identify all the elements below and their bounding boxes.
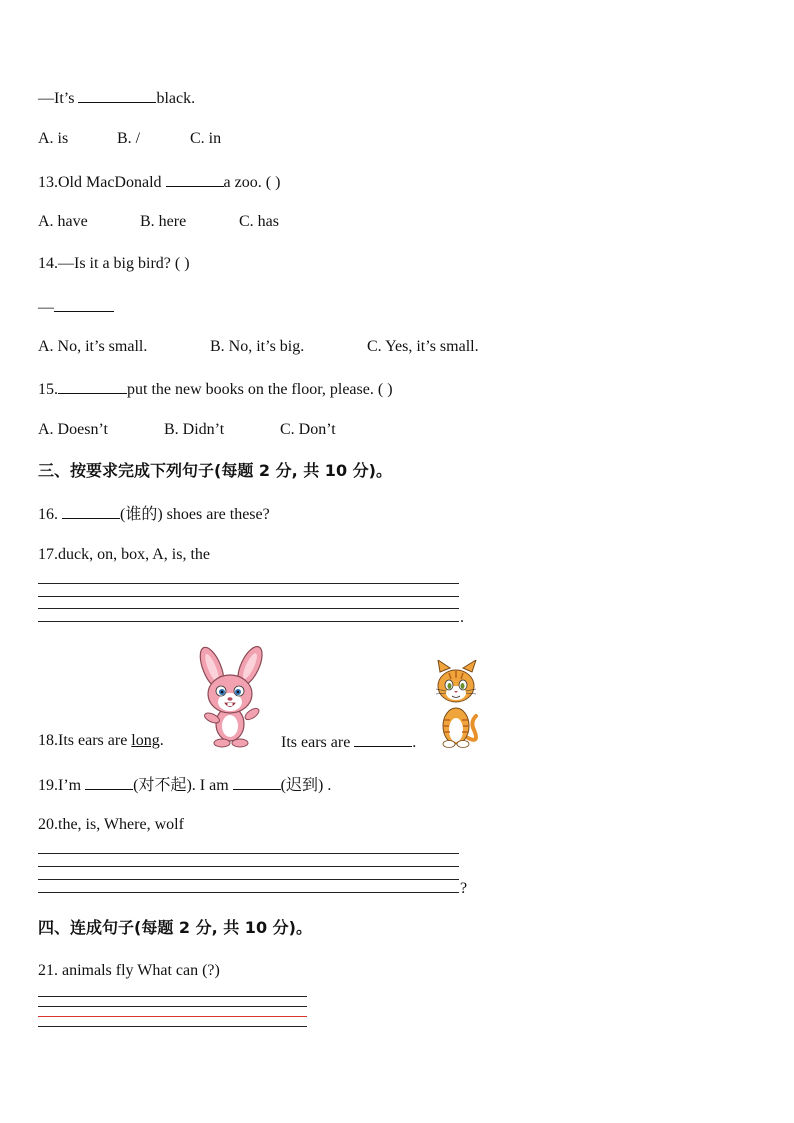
- section-three-heading: 三、按要求完成下列句子(每题 2 分, 共 10 分)。: [38, 461, 392, 480]
- q15-question: [38, 378, 393, 400]
- q15-blank[interactable]: [58, 378, 127, 394]
- writing-line: [38, 608, 459, 609]
- q17-question: 17.duck, on, box, A, is, the: [38, 546, 210, 563]
- q16-question: [38, 503, 270, 525]
- q18-period: .: [159, 732, 164, 749]
- writing-line[interactable]: [38, 996, 307, 997]
- q18-question: [38, 731, 164, 751]
- q21-question: 21. animals fly What can (?): [38, 962, 220, 979]
- q13-option-a[interactable]: A. have: [38, 213, 88, 230]
- q14-question: [38, 254, 190, 274]
- q13-options: [38, 212, 279, 232]
- q12-answer-line: [38, 87, 195, 109]
- q19-hint-1: (对不起). I am: [133, 777, 233, 794]
- q15-option-a[interactable]: A. Doesn’t: [38, 421, 108, 438]
- q15-option-b[interactable]: B. Didn’t: [164, 421, 225, 438]
- q15-prefix: 15.: [38, 381, 58, 398]
- q12-suffix: black.: [156, 90, 196, 107]
- q19-hint-2: (迟到) .: [280, 777, 332, 794]
- q14-option-b[interactable]: B. No, it’s big.: [210, 338, 305, 355]
- q15-suffix: put the new books on the floor, please. ( ): [127, 381, 393, 398]
- q18-second-suffix: .: [412, 734, 417, 751]
- writing-line: [38, 596, 459, 597]
- writing-line: [38, 892, 459, 893]
- q20-end-mark: ?: [460, 880, 468, 897]
- writing-line: [38, 879, 459, 880]
- q12-option-b[interactable]: B. /: [117, 130, 141, 147]
- q16-suffix: (谁的) shoes are these?: [120, 506, 270, 523]
- q14-option-c[interactable]: C. Yes, it’s small.: [367, 338, 479, 355]
- q19-prefix: 19.I’m: [38, 777, 86, 794]
- writing-line-red: [38, 1016, 307, 1017]
- q13-option-c[interactable]: C. has: [239, 213, 279, 230]
- q14-text: 14.—Is it a big bird? ( ): [38, 255, 190, 272]
- q14-option-a[interactable]: A. No, it’s small.: [38, 338, 148, 355]
- writing-line[interactable]: [38, 853, 459, 854]
- writing-line: [38, 1006, 307, 1007]
- writing-line: [38, 1026, 307, 1027]
- writing-line[interactable]: [38, 583, 459, 584]
- q13-blank[interactable]: [166, 171, 224, 187]
- writing-line: [38, 866, 459, 867]
- q15-options: [38, 420, 336, 440]
- q13-option-b[interactable]: B. here: [140, 213, 187, 230]
- section-four-heading: 四、连成句子(每题 2 分, 共 10 分)。: [38, 918, 312, 937]
- q14-prefix: —: [38, 299, 54, 316]
- cat-image: [432, 660, 482, 750]
- q13-question: [38, 171, 280, 193]
- q18-blank[interactable]: [354, 731, 412, 747]
- q18-prefix: 18.Its ears are: [38, 732, 132, 749]
- q19-question: [38, 774, 331, 796]
- q18-second-prefix: Its ears are: [281, 734, 355, 751]
- writing-line: [38, 621, 459, 622]
- q12-option-a[interactable]: A. is: [38, 130, 69, 147]
- q19-blank-1[interactable]: [85, 774, 133, 790]
- q14-options: [38, 337, 479, 357]
- rabbit-image: [190, 646, 276, 748]
- q15-option-c[interactable]: C. Don’t: [280, 421, 336, 438]
- q14-answer-line: [38, 296, 114, 318]
- q18-underlined-word: long: [131, 732, 160, 749]
- q16-blank[interactable]: [62, 503, 120, 519]
- q12-options: [38, 129, 221, 149]
- q16-prefix: 16.: [38, 506, 62, 523]
- q12-option-c[interactable]: C. in: [190, 130, 222, 147]
- q19-blank-2[interactable]: [233, 774, 281, 790]
- q12-prefix: —It’s: [38, 90, 79, 107]
- q14-blank[interactable]: [54, 296, 114, 312]
- q17-end-mark: .: [460, 609, 464, 626]
- q18-second-sentence: [281, 731, 416, 753]
- q20-question: 20.the, is, Where, wolf: [38, 816, 184, 833]
- q13-prefix: 13.Old MacDonald: [38, 174, 166, 191]
- q13-suffix: a zoo. ( ): [223, 174, 281, 191]
- q12-blank[interactable]: [78, 87, 156, 103]
